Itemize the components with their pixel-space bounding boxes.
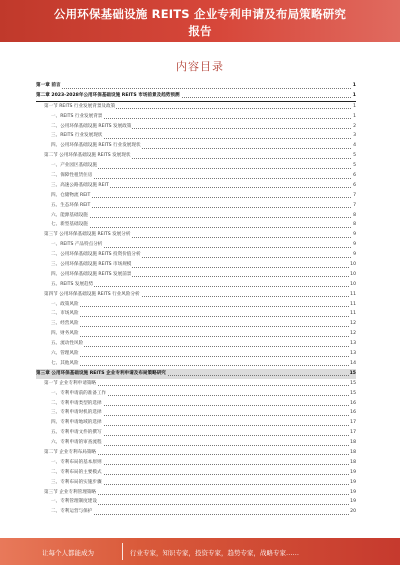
toc-entry-text: 第三节 公用环保基础设施 REITS 发展分析 (44, 230, 131, 240)
toc-heading: 内容目录 (176, 60, 224, 73)
toc-entry-text: 四、公用环保基础设施 REITS 行业发展现状 (51, 141, 142, 151)
toc-entry[interactable] (36, 468, 356, 478)
toc-page-number: 6 (352, 171, 356, 181)
toc-page-number: 13 (349, 339, 356, 349)
toc-page-number: 1 (352, 112, 356, 122)
toc-page-number: 9 (352, 230, 356, 240)
toc-page-number: 11 (349, 300, 356, 310)
toc-entry-text: 三、经营风险 (51, 319, 80, 329)
toc-page-number: 17 (349, 418, 356, 428)
toc-entry[interactable] (36, 488, 356, 498)
toc-entry-text: 一、专利布局的基本原则 (51, 458, 103, 468)
toc-page-number: 3 (352, 131, 356, 141)
toc-entry[interactable] (36, 408, 356, 418)
toc-entry-text: 七、其他风险 (51, 359, 80, 369)
toc-entry-text: 二、专利申请类型的选择 (51, 399, 103, 409)
toc-entry[interactable] (36, 161, 356, 171)
toc-page-number: 7 (352, 191, 356, 201)
toc-page-number: 15 (349, 389, 356, 399)
toc-page-number: 20 (349, 507, 356, 517)
toc-page-number: 18 (349, 448, 356, 458)
toc-page-number: 10 (349, 280, 356, 290)
toc-entry-text: 四、专利申请地域的选择 (51, 418, 103, 428)
toc-entry-text: 一、政策风险 (51, 300, 80, 310)
toc-leader-dots (51, 346, 351, 347)
toc-leader-dots (51, 217, 351, 218)
toc-entry[interactable] (36, 260, 356, 270)
toc-entry-text: 二、专利运营与保护 (51, 507, 93, 517)
footer-slogan: 让每个人都能成为 (42, 549, 94, 557)
toc-entry-text: 第三章 公用环保基础设施 REITS 企业专利申请及布局策略研究 (36, 369, 167, 379)
toc-entry-text: 第二节 公用环保基础设施 REITS 发展现状 (44, 151, 131, 161)
toc-entry-text: 一、专利申请前的准备工作 (51, 389, 107, 399)
toc-page-number: 19 (349, 497, 356, 507)
toc-page-number: 10 (349, 270, 356, 280)
toc-entry-text: 二、保障性租赁住房 (51, 171, 93, 181)
toc-entry-text: 三、专利申请时机的选择 (51, 408, 103, 418)
toc-page-number: 17 (349, 428, 356, 438)
toc-entry[interactable] (36, 428, 356, 438)
toc-leader-dots (51, 365, 351, 366)
toc-leader-dots (51, 356, 351, 357)
toc-page-number: 5 (352, 151, 356, 161)
toc-entry[interactable] (36, 389, 356, 399)
toc-entry[interactable] (36, 339, 356, 349)
report-header (0, 0, 400, 42)
toc-entry-text: 六、管理风险 (51, 349, 80, 359)
report-title-line1: 公用环保基础设施 REITS 企业专利申请及布局策略研究 (53, 7, 347, 21)
toc-entry[interactable] (36, 211, 356, 221)
toc-entry-text: 五、REITS 发展趋势 (51, 280, 94, 290)
toc-page-number: 13 (349, 349, 356, 359)
toc-page-number: 9 (352, 240, 356, 250)
toc-entry[interactable] (36, 349, 356, 359)
toc-page-number: 15 (349, 369, 356, 379)
toc-page-number: 12 (349, 329, 356, 339)
toc-entry[interactable] (36, 131, 356, 141)
toc-entry-text: 三、公用环保基础设施 REITS 市场规模 (51, 260, 132, 270)
toc-page-number: 18 (349, 458, 356, 468)
toc-page-number: 1 (352, 81, 356, 91)
toc-entry-text: 第一章 前言 (36, 81, 62, 91)
toc-entry[interactable] (36, 141, 356, 151)
toc-entry-text: 第一节 REITS 行业发展背景及政策 (44, 102, 116, 112)
toc-leader-dots (51, 227, 351, 228)
toc-page-number: 8 (352, 211, 356, 221)
toc-entry-text: 第三节 企业专利管理策略 (44, 488, 97, 498)
toc-entry[interactable] (36, 359, 356, 369)
toc-entry[interactable] (36, 230, 356, 240)
toc-leader-dots (51, 316, 351, 317)
toc-entry[interactable] (36, 201, 356, 211)
toc-page-number: 4 (352, 141, 356, 151)
toc-leader-dots (51, 336, 351, 337)
toc-entry[interactable] (36, 369, 356, 379)
toc-page-number: 12 (349, 319, 356, 329)
toc-entry-text: 一、专利管理制度建设 (51, 497, 98, 507)
toc-entry[interactable] (36, 448, 356, 458)
toc-entry[interactable] (36, 319, 356, 329)
toc-entry-text: 四、仓储物流 REIT (51, 191, 91, 201)
toc-entry[interactable] (36, 250, 356, 260)
toc-entry[interactable] (36, 122, 356, 132)
toc-entry[interactable] (36, 309, 356, 319)
toc-entry-text: 一、REITS 行业发展背景 (51, 112, 103, 122)
toc-entry[interactable] (36, 379, 356, 389)
toc-entry-text: 四、公用环保基础设施 REITS 发展前景 (51, 270, 132, 280)
toc-entry-text: 三、REITS 行业发展现状 (51, 131, 103, 141)
toc-entry[interactable] (36, 220, 356, 230)
toc-page-number: 16 (349, 399, 356, 409)
toc-entry[interactable] (36, 290, 356, 300)
toc-leader-dots (51, 514, 351, 515)
toc-entry-text: 五、生态环保 REIT (51, 201, 91, 211)
toc-page-number: 9 (352, 250, 356, 260)
toc-entry-text: 六、专利申请的审查流程 (51, 438, 103, 448)
toc-entry[interactable] (36, 418, 356, 428)
toc-leader-dots (51, 326, 351, 327)
toc-entry[interactable] (36, 102, 356, 112)
toc-entry[interactable] (36, 270, 356, 280)
toc-entry[interactable] (36, 497, 356, 507)
toc-leader-dots (51, 306, 351, 307)
toc-page-number: 11 (349, 290, 356, 300)
toc-leader-dots (51, 286, 351, 287)
toc-page-number: 7 (352, 201, 356, 211)
toc-page-number: 6 (352, 181, 356, 191)
toc-page-number: 14 (349, 359, 356, 369)
toc-leader-dots (36, 88, 351, 89)
toc-entry-text: 第四节 公用环保基础设施 REITS 行业风险分析 (44, 290, 141, 300)
toc-entry[interactable] (36, 191, 356, 201)
toc-entry[interactable] (36, 458, 356, 468)
toc-page-number: 10 (349, 260, 356, 270)
toc-page-number: 19 (349, 478, 356, 488)
toc-entry-text: 二、市场风险 (51, 309, 80, 319)
table-of-contents (36, 81, 356, 517)
toc-entry-text: 三、专利布局的实施步骤 (51, 478, 103, 488)
toc-entry[interactable] (36, 438, 356, 448)
toc-entry[interactable] (36, 478, 356, 488)
toc-entry[interactable] (36, 507, 356, 517)
toc-entry[interactable] (36, 112, 356, 122)
toc-entry[interactable] (36, 81, 356, 91)
toc-entry[interactable] (36, 300, 356, 310)
toc-entry-text: 第二节 企业专利布局策略 (44, 448, 97, 458)
toc-entry[interactable] (36, 280, 356, 290)
toc-leader-dots (51, 207, 351, 208)
toc-entry-text: 五、专利申请文件的撰写 (51, 428, 103, 438)
toc-page-number: 5 (352, 161, 356, 171)
toc-entry-text: 四、财务风险 (51, 329, 80, 339)
toc-entry[interactable] (36, 399, 356, 409)
toc-page-number: 15 (349, 379, 356, 389)
toc-entry-text: 五、流动性风险 (51, 339, 84, 349)
toc-entry-text: 二、公用环保基础设施 REITS 发展政策 (51, 122, 132, 132)
toc-leader-dots (51, 197, 351, 198)
toc-entry-text: 二、专利布局的主要模式 (51, 468, 103, 478)
toc-page-number: 8 (352, 220, 356, 230)
toc-page-number: 18 (349, 438, 356, 448)
toc-leader-dots (51, 178, 351, 179)
toc-entry-text: 二、公用环保基础设施 REITS 投资价值分析 (51, 250, 142, 260)
toc-page-number: 11 (349, 309, 356, 319)
toc-entry[interactable] (36, 181, 356, 191)
toc-entry[interactable] (36, 240, 356, 250)
toc-entry[interactable] (36, 151, 356, 161)
footer-banner (0, 538, 400, 565)
toc-entry-text: 一、REITS 产品特点分析 (51, 240, 103, 250)
toc-page-number: 16 (349, 408, 356, 418)
toc-entry-text: 第一节 企业专利申请策略 (44, 379, 97, 389)
toc-entry-text: 第二章 2023-2028年公用环保基础设施 REITS 市场前景及趋势预测 (36, 91, 181, 101)
toc-page-number: 1 (352, 102, 356, 112)
toc-entry[interactable] (36, 171, 356, 181)
toc-entry-text: 六、能源基础设施 (51, 211, 89, 221)
toc-page-number: 19 (349, 468, 356, 478)
toc-entry-text: 一、产业园区基础设施 (51, 161, 98, 171)
toc-page-number: 1 (352, 91, 356, 101)
toc-entry-text: 三、高速公路基础设施 REIT (51, 181, 110, 191)
toc-entry[interactable] (36, 329, 356, 339)
toc-page-number: 19 (349, 488, 356, 498)
footer-tagline: 行业专家，知识专家，投资专家，趋势专家，战略专家…… (130, 549, 299, 557)
footer-divider (122, 543, 123, 560)
report-title-line2: 报告 (188, 24, 212, 38)
toc-page-number: 2 (352, 122, 356, 132)
toc-entry[interactable] (36, 91, 356, 102)
toc-entry-text: 七、新型基础设施 (51, 220, 89, 230)
